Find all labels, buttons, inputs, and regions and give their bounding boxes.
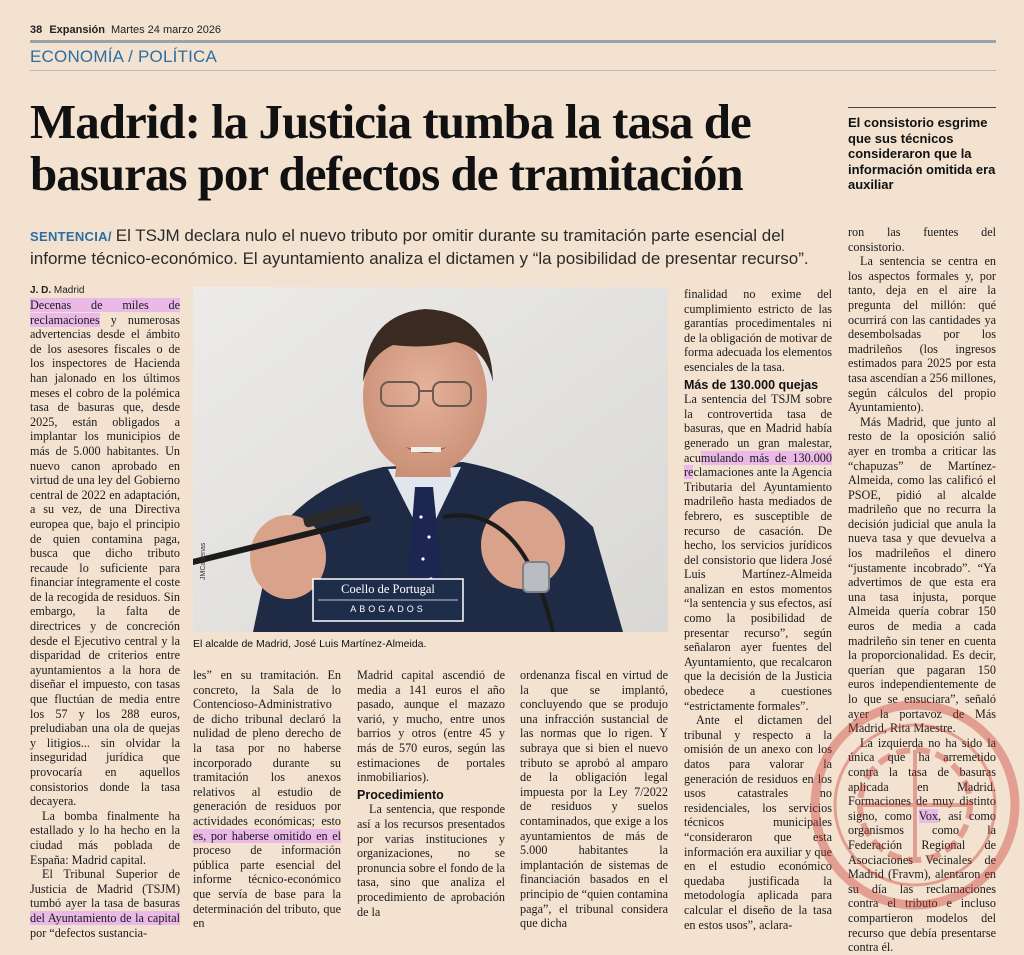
highlight: del Ayuntamiento de la capital bbox=[30, 910, 180, 925]
paragraph bbox=[193, 668, 341, 931]
subheadline-text: El TSJM declara nulo el nuevo tributo por omitir durante su tramitación parte esencial del informe técnico-económico. El ayuntamiento analiza el dictamen y “la posibilidad de presentar recurso”. bbox=[30, 226, 809, 268]
paragraph-text: les” en su tramitación. En concreto, la Sala de lo Contencioso-Administrativo de dicho tribunal declaró la nulidad de pleno derecho de la tasa por no haberse incorporado durante su tramitación los anexos relativos al estudio de generación de residuos por actividades económicas; esto bbox=[193, 668, 341, 828]
subheadline-kicker: SENTENCIA/ bbox=[30, 229, 112, 244]
paragraph: finalidad no exime del cumplimiento estricto de las garantías procedimentales ni de la obligación de motivar de forma adecuada los elementos esenciales de la tasa. bbox=[684, 287, 832, 374]
subheadline bbox=[30, 225, 830, 270]
paragraph-text: El Tribunal Superior de Justicia de Madrid (TSJM) tumbó ayer la tasa de basuras bbox=[30, 867, 180, 911]
paragraph-text: y numerosas advertencias desde el ámbito de los asesores fiscales o de los inspectores de Hacienda han jalonado en los últimos meses el cobro de la polémica tasa de basuras que, desde 2025, están obligados a implantar los municipios de más de 5.000 habitantes. Un nuevo canon aprobado en virtud de una ley del Gobierno central de 2022 en adaptación, a su vez, de una Directiva europea que, bajo el principio de quien contamina paga, busca que dicho tributo recaude lo suficiente para financiar íntegramente el coste de la recogida de residuos. Sin embargo, la falta de directrices y de concreción desde el Ejecutivo central y la disparidad de criterios entre ayuntamientos a la hora de diseñar el impuesto, con tasas que fluctúan de media entre los 57 y los 288 euros, preludiaban una ola de quejas y litigios... sin olvidar la inseguridad jurídica que provocaría en aquellos consistorios donde la tasa decayera. bbox=[30, 312, 180, 809]
byline bbox=[30, 285, 84, 296]
paragraph-text: La sentencia del TSJM sobre la controvertida tasa de basuras, que en Madrid había generado un gran malestar, acu bbox=[684, 392, 832, 465]
paragraph: La sentencia, que responde así a los recursos presentados por varias instituciones y organizaciones, no se pronuncia sobre el fondo de la tasa, sino que analiza el procedimiento de aprobación de la bbox=[357, 802, 505, 919]
article-column-4 bbox=[520, 668, 668, 931]
paragraph-text: proceso de información pública parte esencial del informe técnico-económico que servía de base para la determinación del tributo, que en bbox=[193, 843, 341, 931]
article-column-1 bbox=[30, 298, 180, 940]
paragraph bbox=[30, 298, 180, 809]
paragraph-text: clamaciones ante la Agencia Tributaria del Ayuntamiento madrileño hasta mediados de febrero, es susceptible de recurso de casación. De hecho, los servicios jurídicos del consistorio que lidera José Luis Martínez-Almeida analizan en estos momentos “la sentencia y sus efectos, así como la posibilidad de presentar recurso”, según señalaron ayer fuentes del Ayuntamiento, que recalcaron que la decisión de la Justicia obedece a cuestiones “estrictamente formales”. bbox=[684, 465, 832, 713]
headline: Madrid: la Justicia tumba la tasa de basuras por defectos de tramitación bbox=[30, 94, 751, 201]
paragraph: ordenanza fiscal en virtud de la que se implantó, concluyendo que se produjo una infracción sustancial de las normas que lo rigen. Y subraya que si bien el nuevo tributo se aprobó al amparo de la obligación legal impuesta por la Ley 7/2022 de residuos y suelos contaminados, que exige a los ayuntamientos de más de 5.000 habitantes la implantación de sistemas de financiación basados en el principio de “quien contamina paga”, el tribunal considera que dicha bbox=[520, 668, 668, 931]
highlight: es, por haberse omitido en el bbox=[193, 828, 341, 843]
paragraph: Más Madrid, que junto al resto de la oposición salió ayer en tromba a criticar las “chapuzas” de Martínez-Almeida, como las calificó el PSOE, pidió al alcalde madrileño que no recurra la decisión judicial que anula la nueva tasa y que devuelva a los madrileños el dinero “justamente incobrado”. “Ya advertimos de que esta era una tasa injusta, porque Almeida quería cobrar 150 euros de media a cada madrileño sin tener en cuenta la proporcionalidad. Es decir, querían que pagaran 150 euros independientemente de lo que se ensuciara”, señaló ayer la portavoz de Más Madrid, Rita Maestre. bbox=[848, 414, 996, 736]
article-column-5 bbox=[684, 287, 832, 932]
highlight: Vox bbox=[918, 808, 939, 823]
paragraph bbox=[684, 392, 832, 713]
banner-line-1: Coello de Portugal bbox=[341, 582, 435, 596]
page-number: 38 bbox=[30, 24, 43, 36]
section-rule bbox=[30, 70, 996, 71]
paragraph: La sentencia se centra en los aspectos formales y, por tanto, deja en el aire la pregunta del millón: qué ocurrirá con las cantidades ya desembolsadas por los madrileños (los ingresos estimados para 2025 por esta tasa ascendían a 256 millones, según cálculos del propio Ayuntamiento). bbox=[848, 254, 996, 415]
paragraph: La bomba finalmente ha estallado y lo ha hecho en la ciudad más poblada de España: Madrid capital. bbox=[30, 808, 180, 867]
paragraph-text: , así como organismos como la Federación Regional de Asociaciones Vecinales de Madrid (Fravm), alentaron en su día las reclamaciones contra el tributo e incluso compartieron modelos del recurso que debía presentarse contra él. bbox=[848, 808, 996, 955]
sidebar-rule bbox=[848, 107, 996, 108]
publication-date: Martes 24 marzo 2026 bbox=[111, 24, 222, 36]
publication-name: Expansión bbox=[49, 24, 105, 36]
photo-credit: JMCadenas bbox=[200, 542, 207, 580]
banner-line-2: ABOGADOS bbox=[350, 604, 426, 614]
header-rule bbox=[30, 40, 996, 43]
paragraph bbox=[30, 867, 180, 940]
subsection-heading: Procedimiento bbox=[357, 787, 444, 802]
paragraph: Ante el dictamen del tribunal y respecto a la omisión de un anexo con los datos para valorar la generación de residuos en los usos catastrales no residenciales, los servicios técnicos municipales “consideraron que esta información era auxiliar y que en el estudio económico quedaba justificada la metodología aplicada para calcular el diseño de la tasa en estos usos”, aclara- bbox=[684, 713, 832, 932]
article-column-6 bbox=[848, 225, 996, 955]
article-photo bbox=[193, 287, 668, 632]
byline-author: J. D. bbox=[30, 285, 52, 296]
paragraph-text: por “defectos sustancia- bbox=[30, 925, 148, 940]
photo-caption: El alcalde de Madrid, José Luis Martínez-Almeida. bbox=[193, 638, 427, 650]
subsection-heading: Más de 130.000 quejas bbox=[684, 377, 819, 392]
sidebar-headline: El consistorio esgrime que sus técnicos consideraron que la información omitida era auxiliar bbox=[848, 115, 996, 192]
section-label: ECONOMÍA / POLÍTICA bbox=[30, 47, 218, 66]
highlight: mulando más de 130.000 re bbox=[684, 450, 832, 480]
article-column-3 bbox=[357, 668, 505, 919]
highlight: Decenas de miles de reclamaciones bbox=[30, 298, 180, 327]
paragraph: Madrid capital ascendió de media a 141 euros el año pasado, aunque el mazazo varió, y mucho, entre unos barrios y otros (entre 45 y más de 570 euros, según las estimaciones de portales inmobiliarios). bbox=[357, 668, 505, 785]
article-column-2 bbox=[193, 668, 341, 931]
byline-location: Madrid bbox=[53, 285, 85, 296]
mayor-photo-illustration bbox=[193, 287, 668, 632]
page-header bbox=[30, 24, 221, 36]
paragraph: ron las fuentes del consistorio. bbox=[848, 225, 996, 254]
paragraph-text: La izquierda no ha sido la única que ha arremetido contra la tasa de basuras aplicada en Madrid. Formaciones de muy distinto signo, como bbox=[848, 735, 996, 823]
